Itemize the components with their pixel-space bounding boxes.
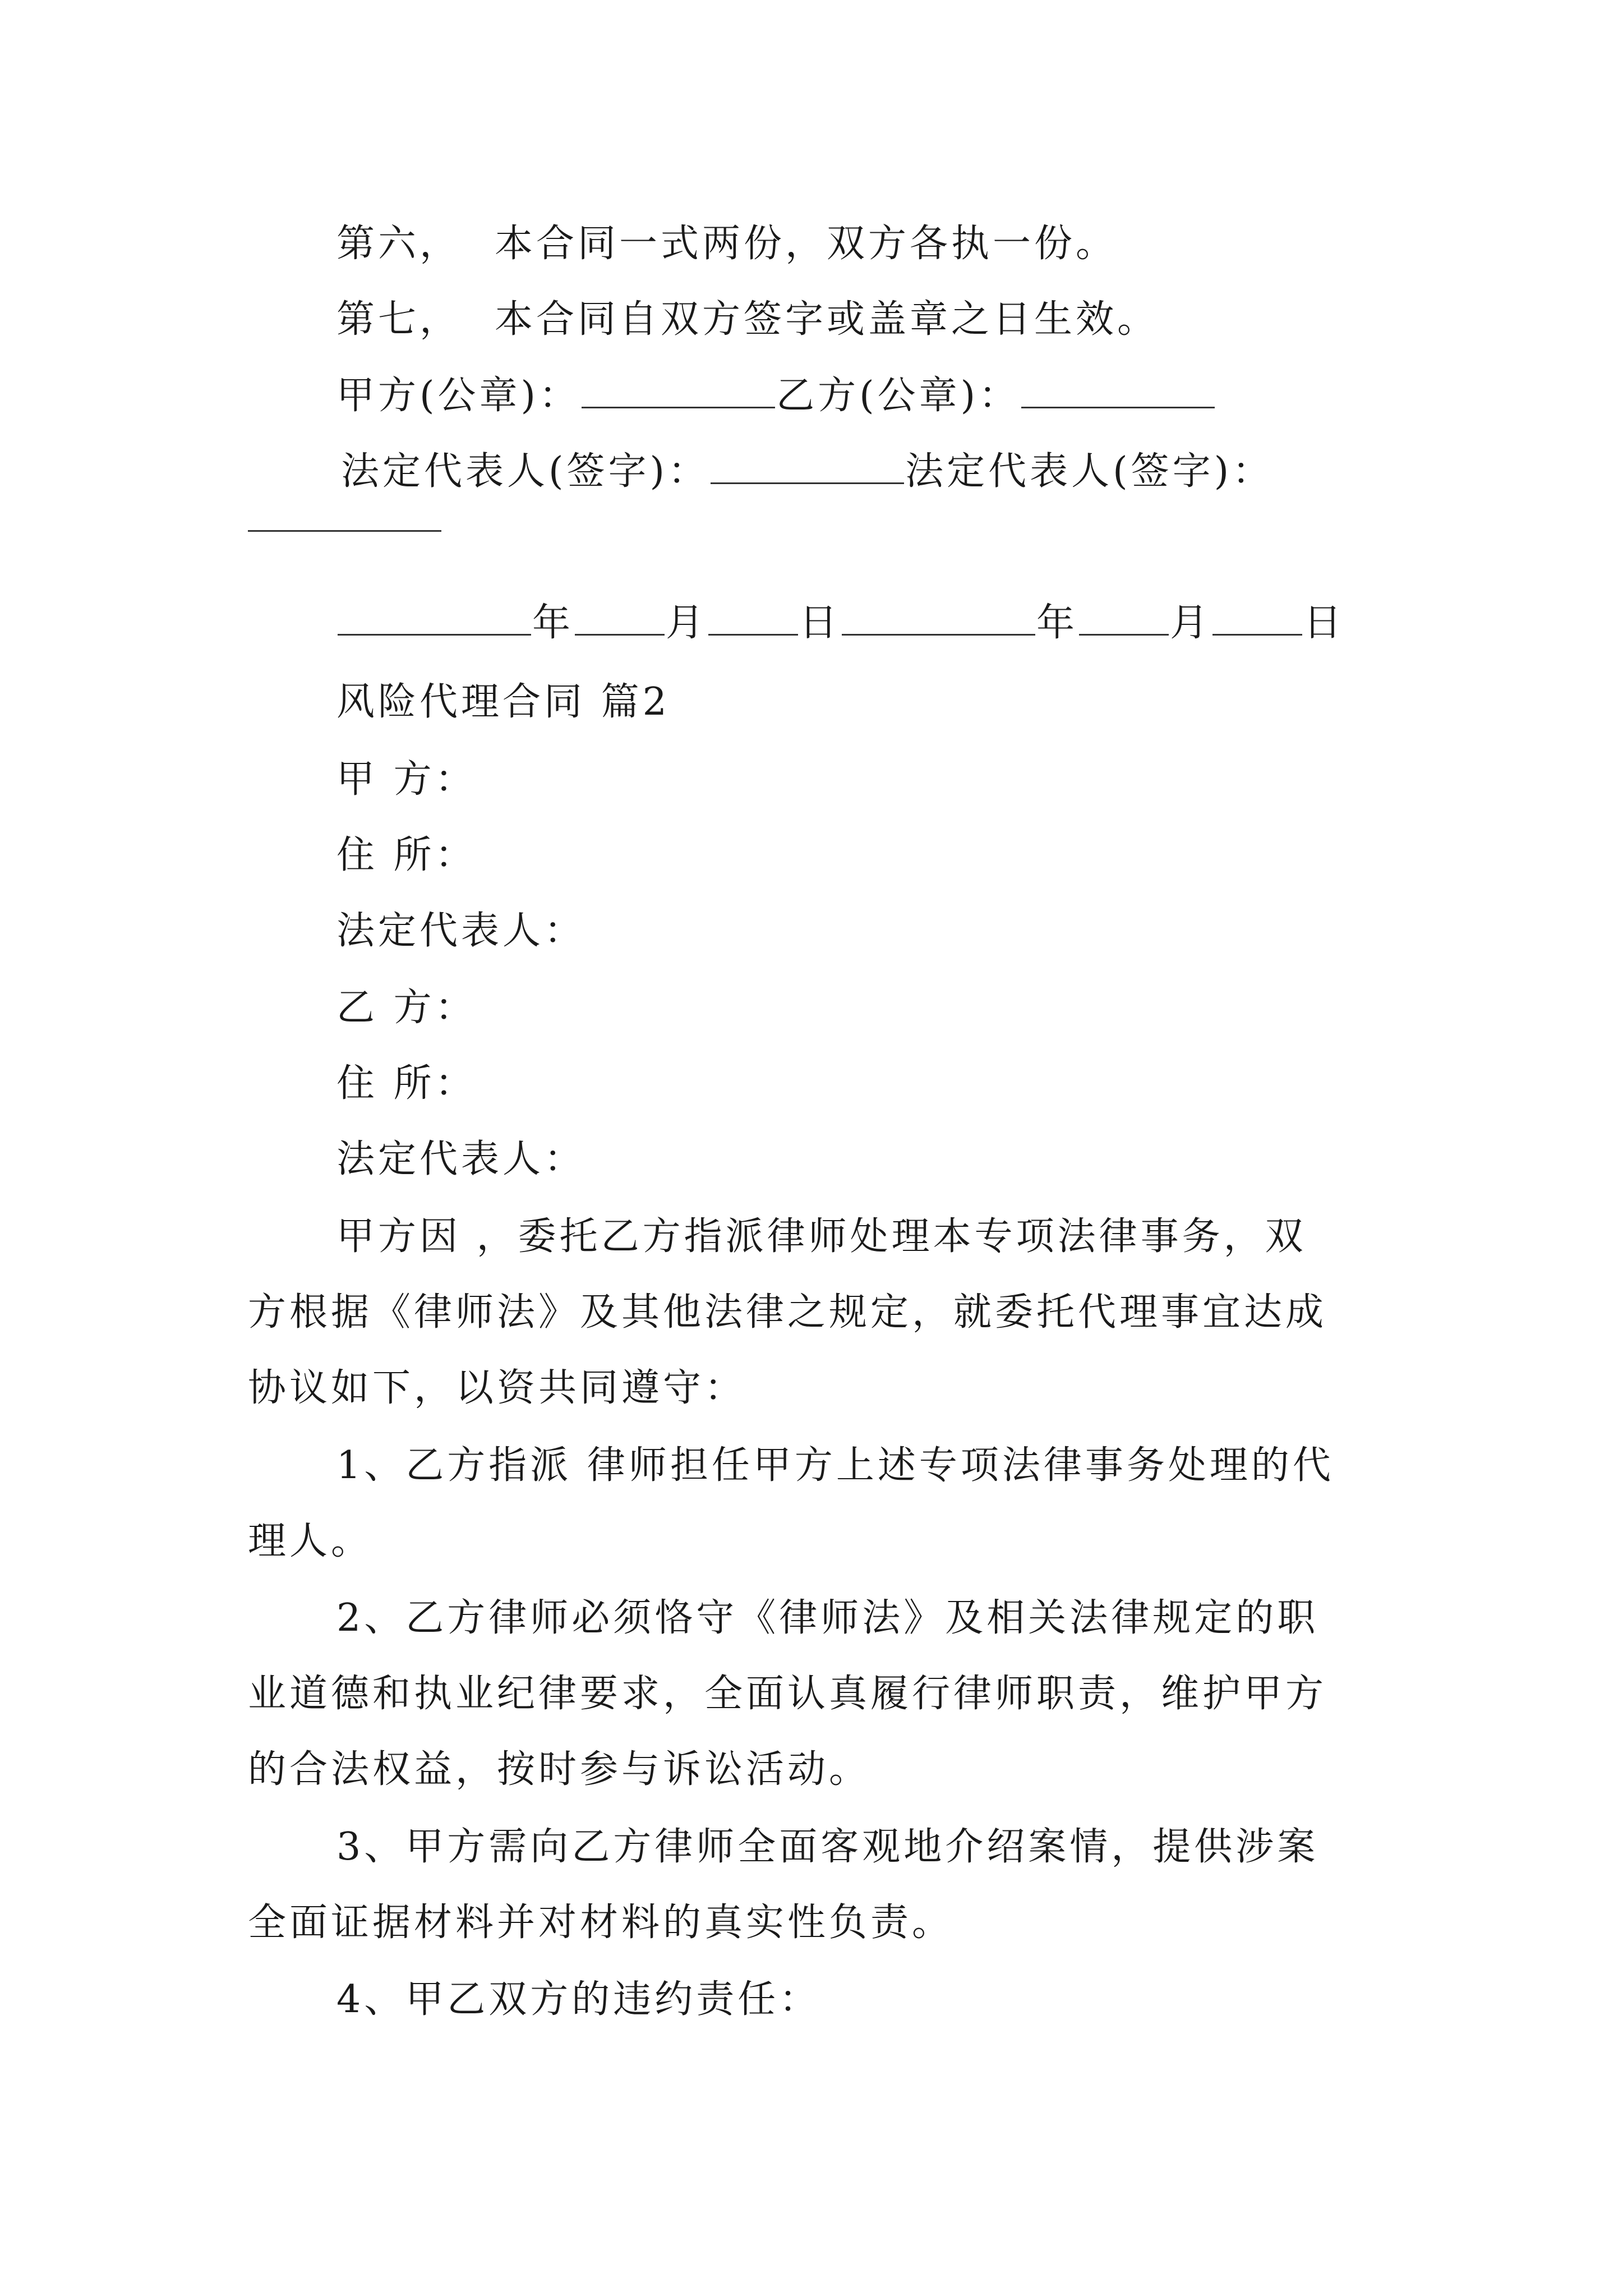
article-7 [336, 297, 1159, 342]
party-a-month-blank [575, 600, 665, 636]
clause-2-line: 业道德和执业纪律要求，全面认真履行律师职责，维护甲方 [248, 1672, 1327, 1716]
party-a-rep-signature-blank [711, 449, 904, 484]
clause-3-line: 3、甲方需向乙方律师全面客观地介绍案情，提供涉案 [336, 1825, 1319, 1869]
intro-paragraph-line: 协议如下，以资共同遵守： [248, 1366, 746, 1410]
seal-line [336, 373, 1216, 418]
section-title: 风险代理合同 篇2 [336, 680, 670, 724]
party-a-day-blank [708, 600, 798, 636]
day-label: 日 [799, 601, 841, 645]
article-6-number: 第六， [336, 222, 462, 266]
party-b-rep-signature-label: 法定代表人(签字)： [905, 449, 1274, 494]
clause-2-line: 2、乙方律师必须恪守《律师法》及相关法律规定的职 [336, 1596, 1319, 1640]
party-b-rep-signature-blank [248, 530, 441, 532]
representative-signature-line [341, 449, 1274, 494]
month-label-2: 月 [1170, 601, 1212, 645]
party-b-year-blank [842, 600, 1035, 636]
party-a-seal-label: 甲方(公章)： [336, 374, 581, 418]
clause-1-line: 1、乙方指派 律师担任甲方上述专项法律事务处理的代 [336, 1443, 1334, 1488]
month-label: 月 [666, 601, 708, 645]
date-line [336, 600, 1345, 646]
party-a-year-blank [338, 600, 531, 636]
party-b-seal-label: 乙方(公章)： [776, 374, 1021, 418]
party-a-rep-signature-label: 法定代表人(签字)： [341, 449, 710, 494]
party-b-label: 乙 方： [336, 986, 477, 1030]
year-label: 年 [532, 601, 574, 645]
clause-1-line: 理人。 [248, 1519, 373, 1563]
intro-paragraph-line: 方根据《律师法》及其他法律之规定，就委托代理事宜达成 [248, 1290, 1327, 1335]
article-6 [336, 222, 1117, 266]
party-a-seal-blank [582, 373, 775, 408]
intro-paragraph-line: 甲方因 ，委托乙方指派律师处理本专项法律事务，双 [336, 1214, 1307, 1259]
day-label-2: 日 [1303, 601, 1345, 645]
article-7-number: 第七， [336, 297, 462, 342]
year-label-2: 年 [1036, 601, 1078, 645]
party-b-month-blank [1079, 600, 1169, 636]
party-a-label: 甲 方： [336, 757, 477, 802]
party-b-seal-blank [1021, 373, 1215, 408]
article-7-text: 本合同自双方签字或盖章之日生效。 [495, 297, 1159, 342]
party-b-representative-label: 法定代表人： [336, 1137, 586, 1181]
article-6-text: 本合同一式两份，双方各执一份。 [495, 222, 1118, 266]
party-b-address-label: 住 所： [336, 1061, 477, 1106]
party-a-address-label: 住 所： [336, 833, 477, 877]
party-a-representative-label: 法定代表人： [336, 909, 586, 953]
party-b-day-blank [1212, 600, 1302, 636]
clause-2-line: 的合法权益，按时参与诉讼活动。 [248, 1747, 871, 1792]
clause-4-line: 4、甲乙双方的违约责任： [336, 1977, 821, 2022]
clause-3-line: 全面证据材料并对材料的真实性负责。 [248, 1901, 954, 1945]
